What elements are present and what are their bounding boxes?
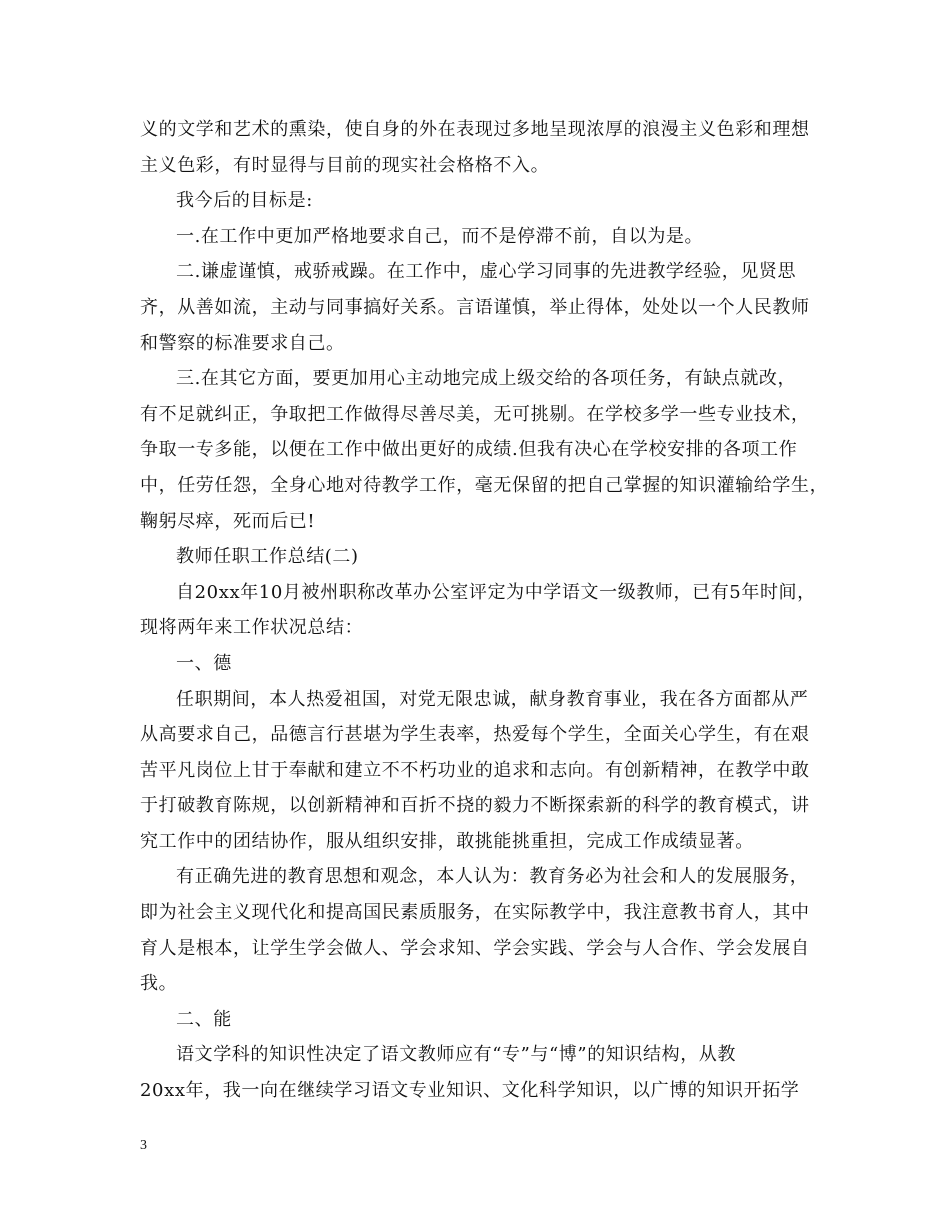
- text-line: 争取一专多能，以便在工作中做出更好的成绩.但我有决心在学校安排的各项工作: [140, 439, 798, 461]
- text-line: 自20xx年10月被州职称改革办公室评定为中学语文一级教师，已有5年时间，: [176, 581, 816, 603]
- text-line: 有正确先进的教育思想和观念，本人认为：教育务必为社会和人的发展服务，: [176, 866, 809, 888]
- text-line: 育人是根本，让学生学会做人、学会求知、学会实践、学会与人合作、学会发展自: [140, 937, 810, 959]
- page-number: 3: [140, 1138, 147, 1153]
- text-line: 和警察的标准要求自己。: [140, 332, 345, 354]
- text-line: 有不足就纠正，争取把工作做得尽善尽美，无可挑剔。在学校多学一些专业技术，: [140, 403, 810, 425]
- text-line: 三.在其它方面，要更加用心主动地完成上级交给的各项任务，有缺点就改，: [176, 368, 797, 390]
- document-body: [140, 112, 830, 1109]
- text-line: 二.谦虚谨慎，戒骄戒躁。在工作中，虚心学习同事的先进教学经验，见贤思: [176, 261, 797, 283]
- text-line: 我今后的目标是:: [176, 190, 313, 212]
- section-title: 教师任职工作总结(二): [176, 546, 359, 568]
- text-line: 任职期间，本人热爱祖国，对党无限忠诚，献身教育事业，我在各方面都从严: [176, 688, 809, 710]
- text-line: 现将两年来工作状况总结：: [140, 617, 364, 639]
- text-line: 义的文学和艺术的熏染，使自身的外在表现过多地呈现浓厚的浪漫主义色彩和理想: [140, 119, 810, 140]
- text-line: 即为社会主义现代化和提高国民素质服务，在实际教学中，我注意教书育人，其中: [140, 902, 810, 924]
- text-line: 齐，从善如流，主动与同事搞好关系。言语谨慎，举止得体，处处以一个人民教师: [140, 296, 810, 318]
- text-line: 从高要求自己，品德言行甚堪为学生表率，热爱每个学生，全面关心学生，有在艰: [140, 724, 810, 746]
- text-line: 20xx年，我一向在继续学习语文专业知识、文化科学知识，以广博的知识开拓学: [140, 1080, 800, 1102]
- text-line: 苦平凡岗位上甘于奉献和建立不不朽功业的追求和志向。有创新精神，在教学中敢: [140, 759, 810, 781]
- section-heading: 二、能: [176, 1008, 232, 1030]
- text-line: 我。: [140, 973, 178, 995]
- text-line: 究工作中的团结协作，服从组织安排，敢挑能挑重担，完成工作成绩显著。: [140, 830, 754, 852]
- text-line: 中，任劳任怨，全身心地对待教学工作，毫无保留的把自己掌握的知识灌输给学生，: [140, 474, 829, 496]
- text-line: 一.在工作中更加严格地要求自己，而不是停滞不前，自以为是。: [176, 225, 704, 247]
- text-line: 于打破教育陈规，以创新精神和百折不挠的毅力不断探索新的科学的教育模式，讲: [140, 795, 810, 817]
- text-line: 语文学科的知识性决定了语文教师应有“专”与“博”的知识结构，从教: [176, 1044, 737, 1066]
- section-heading: 一、德: [176, 652, 232, 674]
- text-line: 主义色彩，有时显得与目前的现实社会格格不入。: [140, 154, 550, 176]
- text-line: 鞠躬尽瘁，死而后已!: [140, 510, 316, 532]
